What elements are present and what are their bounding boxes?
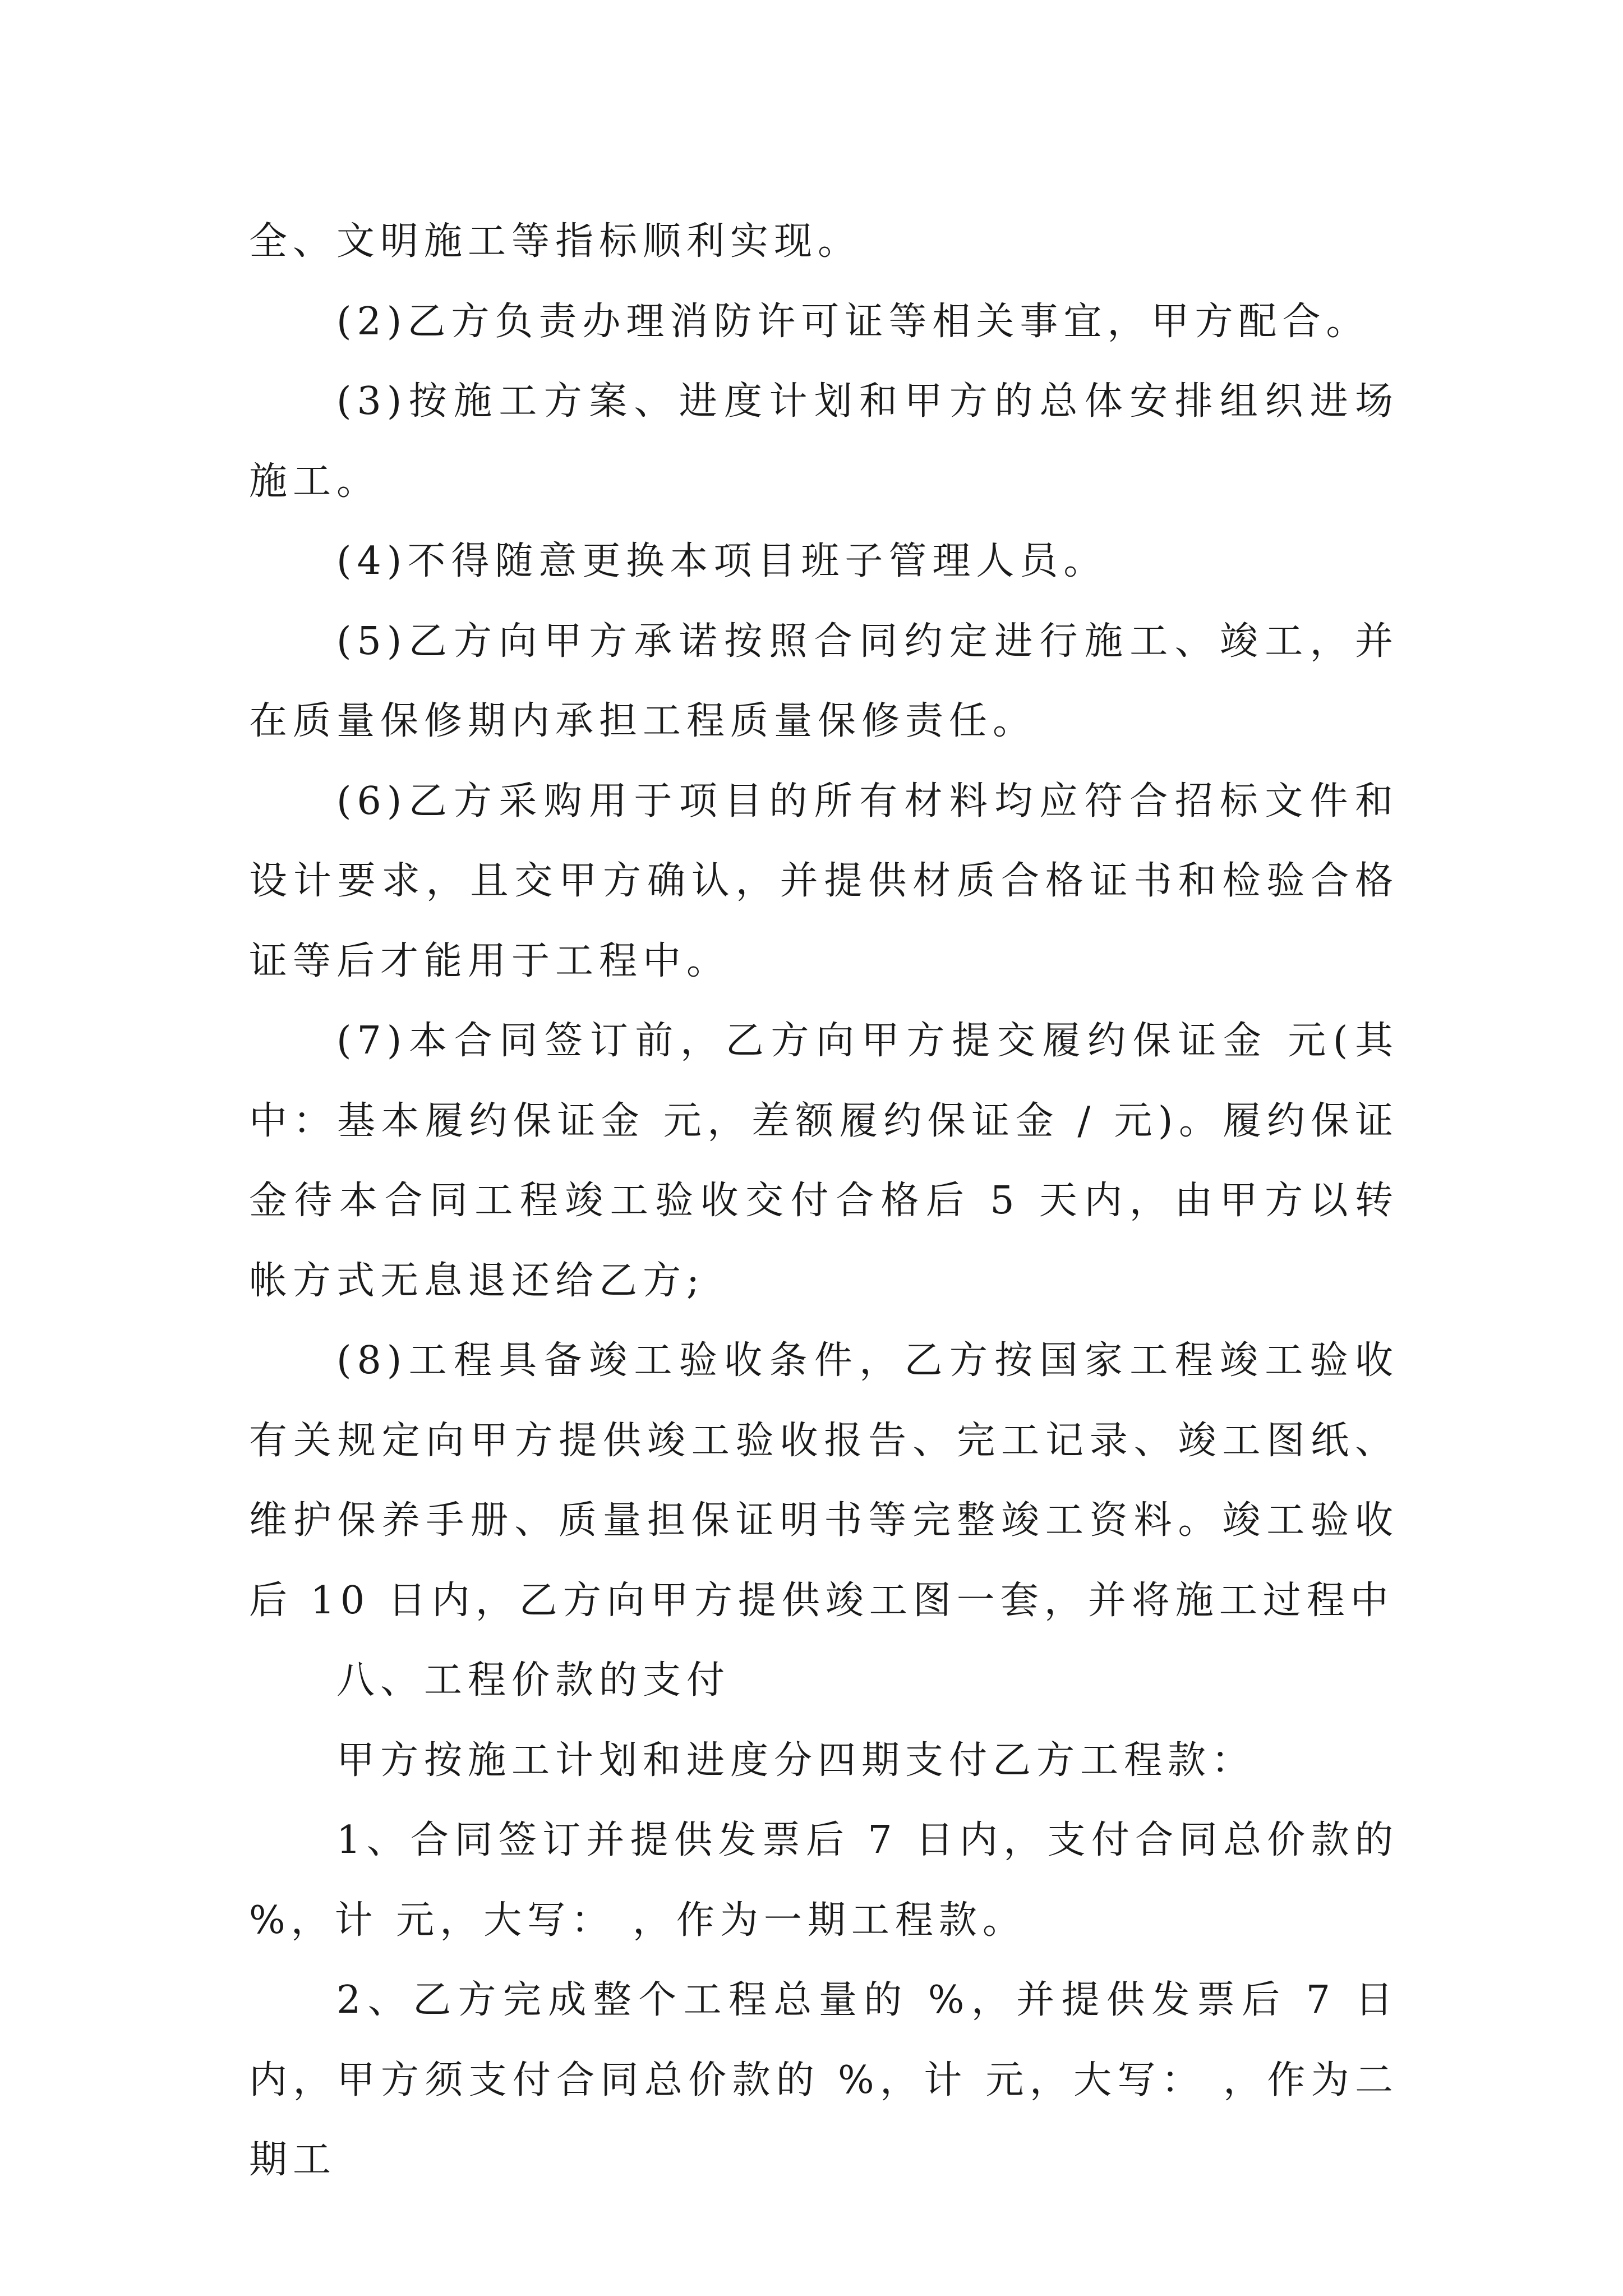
paragraph-2: (2)乙方负责办理消防许可证等相关事宜，甲方配合。 bbox=[336, 299, 1370, 344]
paragraph-3: (3)按施工方案、进度计划和甲方的总体安排组织进场施工。 bbox=[249, 379, 1399, 504]
paragraph-6: (6)乙方采购用于项目的所有材料均应符合招标文件和设计要求，且交甲方确认，并提供材质合格证书和检验合格证等后才能用于工程中。 bbox=[249, 779, 1399, 983]
paragraph-1: 全、文明施工等指标顺利实现。 bbox=[249, 219, 862, 264]
paragraph-11: 2、乙方完成整个工程总量的 %，并提供发票后 7 日内，甲方须支付合同总价款的 %，计 元，大写： ，作为二期工 bbox=[249, 1978, 1399, 2182]
document-body bbox=[249, 202, 1399, 2201]
paragraph-7: (7)本合同签订前，乙方向甲方提交履约保证金 元(其中：基本履约保证金 元，差额履约保证金 / 元)。履约保证金待本合同工程竣工验收交付合格后 5 天内，由甲方以转帐方式无息退还给乙方; bbox=[249, 1019, 1399, 1303]
paragraph-4: (4)不得随意更换本项目班子管理人员。 bbox=[336, 539, 1108, 583]
paragraph-5: (5)乙方向甲方承诺按照合同约定进行施工、竣工，并在质量保修期内承担工程质量保修责任。 bbox=[249, 619, 1399, 743]
paragraph-8: (8)工程具备竣工验收条件，乙方按国家工程竣工验收有关规定向甲方提供竣工验收报告、完工记录、竣工图纸、维护保养手册、质量担保证明书等完整竣工资料。竣工验收后 10 日内，乙方向甲方提供竣工图一套，并将施工过程中 bbox=[249, 1338, 1399, 1623]
paragraph-10: 1、合同签订并提供发票后 7 日内，支付合同总价款的 %，计 元，大写： ，作为一期工程款。 bbox=[249, 1818, 1399, 1943]
section-heading: 八、工程价款的支付 bbox=[336, 1658, 731, 1703]
paragraph-9: 甲方按施工计划和进度分四期支付乙方工程款： bbox=[336, 1738, 1256, 1783]
